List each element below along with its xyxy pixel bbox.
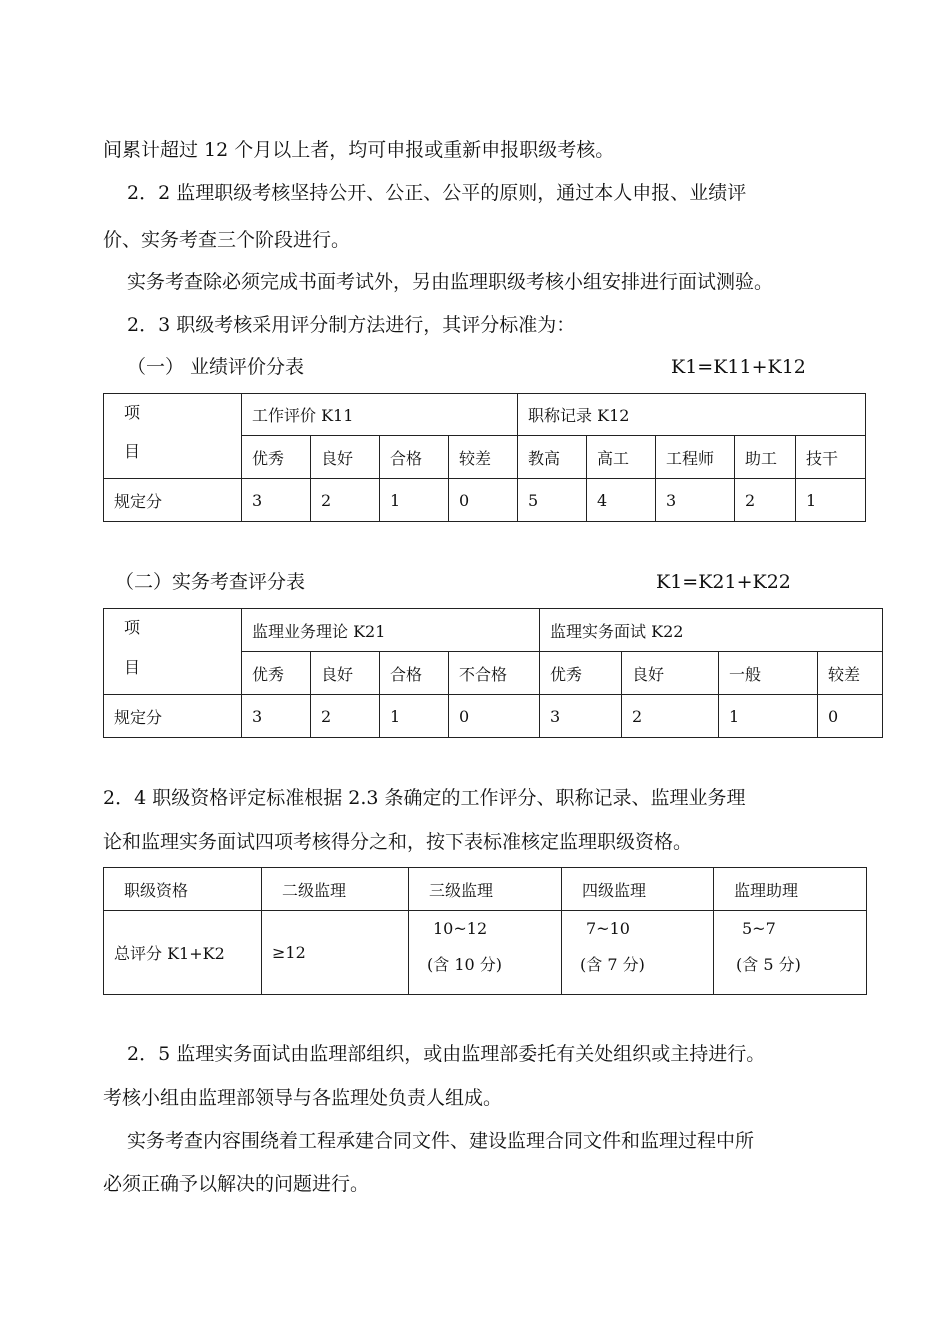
table-cell: 3 — [540, 695, 622, 738]
practical-exam-score-table — [103, 608, 883, 738]
grade-qualification-table — [103, 867, 867, 995]
table2-formula: K1=K21+K22 — [656, 571, 791, 593]
paragraph-line: 考核小组由监理部领导与各监理处负责人组成。 — [103, 1087, 503, 1109]
score-note: (含 5 分) — [736, 955, 801, 974]
column-header: 四级监理 — [562, 868, 714, 911]
item-header: 项 目 — [104, 609, 242, 695]
table1-formula: K1=K11+K12 — [671, 356, 806, 378]
table-cell: 3 — [242, 695, 311, 738]
column-header: 一般 — [719, 652, 818, 695]
table-cell: 2 — [735, 479, 796, 522]
column-header: 优秀 — [242, 436, 311, 479]
column-header: 助工 — [735, 436, 796, 479]
paragraph-line: 实务考查内容围绕着工程承建合同文件、建设监理合同文件和监理过程中所 — [127, 1130, 755, 1152]
column-header: 二级监理 — [262, 868, 409, 911]
paragraph-line: 2．2 监理职级考核坚持公开、公正、公平的原则，通过本人申报、业绩评 — [127, 182, 747, 204]
table-cell: 1 — [719, 695, 818, 738]
column-header: 高工 — [587, 436, 656, 479]
group-header-interview: 监理实务面试 K22 — [540, 609, 883, 652]
column-header: 三级监理 — [409, 868, 562, 911]
table-cell: 0 — [818, 695, 883, 738]
paragraph-line: 实务考查除必须完成书面考试外，另由监理职级考核小组安排进行面试测验。 — [127, 271, 774, 293]
performance-score-table — [103, 393, 866, 522]
table1-caption: （一） 业绩评价分表 — [127, 356, 305, 378]
table2-caption: （二）实务考查评分表 — [115, 571, 306, 593]
paragraph-line: 价、实务考查三个阶段进行。 — [103, 229, 351, 251]
table-cell: 2 — [622, 695, 719, 738]
paragraph-line: 论和监理实务面试四项考核得分之和，按下表标准核定监理职级资格。 — [103, 831, 693, 853]
column-header: 良好 — [311, 652, 380, 695]
table-cell: 0 — [449, 695, 540, 738]
column-header: 较差 — [818, 652, 883, 695]
table-row — [104, 479, 866, 522]
row-label: 规定分 — [104, 479, 242, 522]
column-header: 不合格 — [449, 652, 540, 695]
table-cell: 2 — [311, 479, 380, 522]
table-cell — [409, 911, 562, 995]
paragraph-line: 间累计超过 12 个月以上者，均可申报或重新申报职级考核。 — [103, 139, 615, 161]
paragraph-line: 2．4 职级资格评定标准根据 2.3 条确定的工作评分、职称记录、监理业务理 — [103, 787, 746, 809]
column-header: 监理助理 — [714, 868, 867, 911]
column-header: 合格 — [380, 436, 449, 479]
group-header-title-record: 职称记录 K12 — [518, 394, 866, 436]
score-note: (含 10 分) — [427, 955, 503, 974]
table-cell: 2 — [311, 695, 380, 738]
score-range: 7~10 — [586, 919, 630, 938]
table-cell: 3 — [242, 479, 311, 522]
table-cell: 4 — [587, 479, 656, 522]
score-note: (含 7 分) — [580, 955, 645, 974]
table-cell: 5 — [518, 479, 587, 522]
column-header: 良好 — [311, 436, 380, 479]
column-header: 职级资格 — [104, 868, 262, 911]
group-header-theory: 监理业务理论 K21 — [242, 609, 540, 652]
paragraph-line: 2．5 监理实务面试由监理部组织，或由监理部委托有关处组织或主持进行。 — [127, 1043, 766, 1065]
table-row — [104, 911, 867, 995]
table-cell: 1 — [380, 695, 449, 738]
table-cell — [714, 911, 867, 995]
table-cell: 3 — [656, 479, 735, 522]
table-row — [104, 695, 883, 738]
table-cell: 0 — [449, 479, 518, 522]
column-header: 优秀 — [540, 652, 622, 695]
score-range: 5~7 — [742, 919, 776, 938]
group-header-work-evaluation: 工作评价 K11 — [242, 394, 518, 436]
table-cell: 1 — [380, 479, 449, 522]
row-label: 规定分 — [104, 695, 242, 738]
table-cell: ≥12 — [262, 911, 409, 995]
column-header: 教高 — [518, 436, 587, 479]
column-header: 合格 — [380, 652, 449, 695]
column-header: 良好 — [622, 652, 719, 695]
score-range: 10~12 — [433, 919, 488, 938]
column-header: 技干 — [796, 436, 866, 479]
column-header: 较差 — [449, 436, 518, 479]
table-cell — [562, 911, 714, 995]
column-header: 优秀 — [242, 652, 311, 695]
item-header: 项 目 — [104, 394, 242, 479]
column-header: 工程师 — [656, 436, 735, 479]
row-label: 总评分 K1+K2 — [104, 911, 262, 995]
paragraph-line: 必须正确予以解决的问题进行。 — [103, 1173, 370, 1195]
table-cell: 1 — [796, 479, 866, 522]
paragraph-line: 2．3 职级考核采用评分制方法进行，其评分标准为： — [127, 314, 576, 336]
